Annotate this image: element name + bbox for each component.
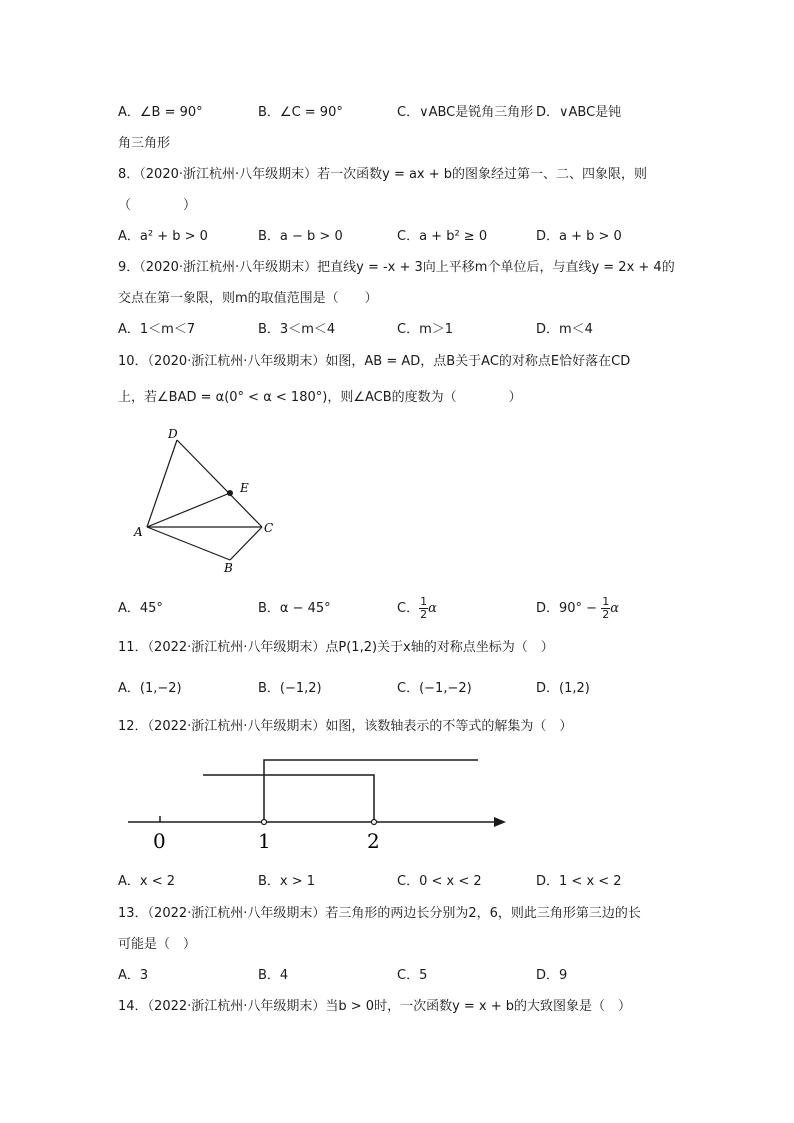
q7-option-a: A．∠B = 90° [118,105,203,120]
ray-x-less-than-2 [203,775,374,822]
axis-label-0: 0 [153,829,166,853]
q9-options [118,320,678,340]
q8-stem-line1: 8．（2020·浙江杭州·八年级期末）若一次函数y = ax + b的图象经过第一、二、四象限，则 [118,167,648,182]
frac-numerator: 1 [602,595,610,608]
q9-option-d: D．m＜4 [536,322,593,337]
q12-stem: 12．（2022·浙江杭州·八年级期末）如图，该数轴表示的不等式的解集为（ ） [118,719,573,734]
frac-denominator: 2 [420,608,428,621]
q10-option-b: B．α − 45° [258,601,331,616]
label-c: C [264,521,274,535]
q13-stem-line1: 13．（2022·浙江杭州·八年级期末）若三角形的两边长分别为2，6，则此三角形第三边的长 [118,906,641,921]
q11-option-a: A．(1,−2) [118,681,182,696]
q10-option-a: A．45° [118,601,163,616]
axis-label-2: 2 [367,829,380,853]
axis-arrow-icon [494,817,506,827]
q10-option-c-label: C． [397,601,420,616]
q13-stem-line2: 可能是（ ） [118,937,197,952]
q12-option-a: A．x < 2 [118,874,176,889]
q13-option-c: C．5 [397,968,428,983]
q7-option-c: C．∨ABC是锐角三角形 [397,105,534,120]
q9-stem-line2: 交点在第一象限，则m的取值范围是（ ） [118,291,378,306]
q13-options [118,966,678,986]
q10-option-c-alpha: α [428,601,437,616]
label-d: D [168,427,178,441]
segment-dc [177,440,262,527]
q10-option-d-label: D．90° − [536,601,602,616]
q8-stem-line2: （ ） [118,198,197,213]
label-e: E [240,481,249,495]
open-circle-1 [262,820,267,825]
q11-option-d: D．(1,2) [536,681,590,696]
q8-options [118,227,678,247]
q11-option-b: B．(−1,2) [258,681,322,696]
frac-numerator: 1 [420,595,428,608]
q8-option-b: B．a − b > 0 [258,229,343,244]
frac-denominator: 2 [602,608,610,621]
q9-option-c: C．m＞1 [397,322,454,337]
segment-bc [230,527,262,560]
q12-option-b: B．x > 1 [258,874,316,889]
q10-option-d-fraction [601,596,610,621]
q13-option-d: D．9 [536,968,568,983]
q10-geometry-figure [130,422,290,582]
q7-option-b: B．∠C = 90° [258,105,343,120]
q7-option-d: D．∨ABC是钝 [536,105,622,120]
segment-ae [147,493,230,527]
label-b: B [224,561,233,575]
q14-stem: 14．（2022·浙江杭州·八年级期末）当b > 0时，一次函数y = x + b的大致图象是（ ） [118,999,632,1014]
point-e-dot [227,490,233,496]
q11-stem: 11．（2022·浙江杭州·八年级期末）点P(1,2)关于x轴的对称点坐标为（ ） [118,640,554,655]
q10-stem-line1: 10．（2020·浙江杭州·八年级期末）如图，AB = AD，点B关于AC的对称点E恰好落在CD [118,354,631,369]
q12-number-line-figure [120,752,520,857]
q9-option-b: B．3＜m＜4 [258,322,336,337]
open-circle-2 [372,820,377,825]
q11-options [118,679,678,699]
segment-ab [147,527,230,560]
q13-option-b: B．4 [258,968,289,983]
q12-options [118,872,678,892]
axis-label-1: 1 [258,829,271,853]
q9-option-a: A．1＜m＜7 [118,322,196,337]
q10-options [118,596,678,622]
q12-option-c: C．0 < x < 2 [397,874,482,889]
q10-option-c [397,596,437,622]
q12-option-d: D．1 < x < 2 [536,874,622,889]
q8-option-c: C．a + b² ≥ 0 [397,229,488,244]
q11-option-c: C．(−1,−2) [397,681,472,696]
q8-option-d: D．a + b > 0 [536,229,622,244]
ray-x-greater-than-1 [264,760,478,822]
q9-stem-line1: 9．（2020·浙江杭州·八年级期末）把直线y = -x + 3向上平移m个单位后，与直线y = 2x + 4的 [118,260,675,275]
q7-options [118,103,678,123]
label-a: A [134,525,143,539]
q10-option-d [536,596,619,622]
q7-option-d-continuation: 角三角形 [118,136,171,151]
q10-stem-line2: 上，若∠BAD = α(0° < α < 180°)，则∠ACB的度数为（ ） [118,390,522,405]
q10-option-c-fraction [419,596,428,621]
segment-ad [147,440,177,527]
q8-option-a: A．a² + b > 0 [118,229,208,244]
q10-option-d-alpha: α [610,601,619,616]
q13-option-a: A．3 [118,968,149,983]
